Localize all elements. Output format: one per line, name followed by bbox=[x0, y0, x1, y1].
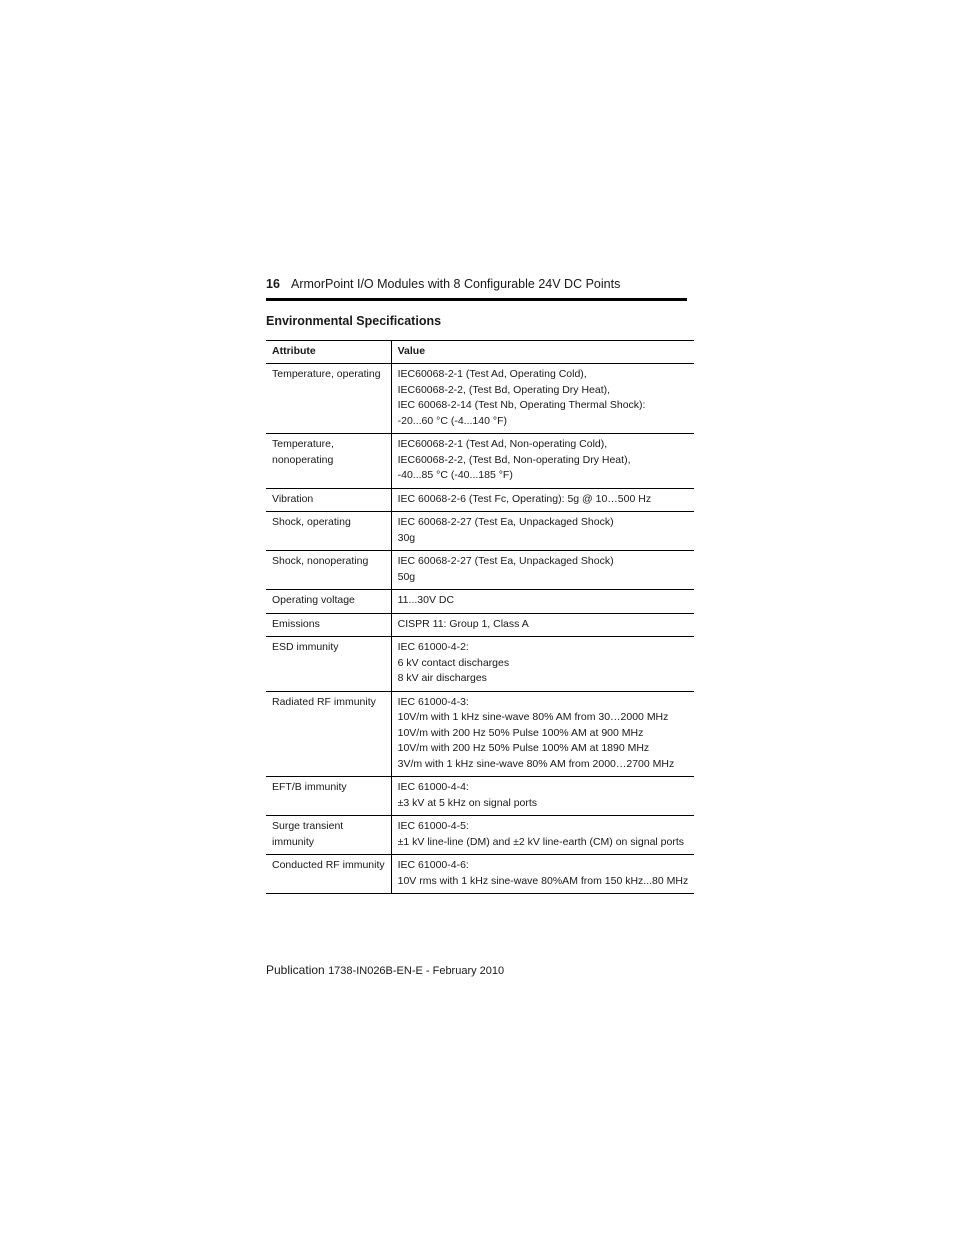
value-cell-line: IEC60068-2-1 (Test Ad, Non-operating Cold), bbox=[397, 438, 608, 450]
value-cell-line: 10V rms with 1 kHz sine-wave 80%AM from 150 kHz...80 MHz bbox=[397, 874, 689, 887]
attribute-cell-line: EFT/B immunity bbox=[272, 781, 347, 793]
value-cell bbox=[391, 488, 694, 512]
value-cell-line: 10V/m with 200 Hz 50% Pulse 100% AM at 1890 MHz bbox=[397, 742, 650, 754]
value-cell-line: IEC 61000-4-6: bbox=[397, 859, 469, 871]
table-row bbox=[266, 590, 694, 614]
attribute-cell-line: ESD immunity bbox=[272, 641, 339, 653]
value-cell-line: IEC 61000-4-3: bbox=[397, 695, 469, 708]
attribute-cell-line: Emissions bbox=[272, 617, 320, 630]
value-cell-line: CISPR 11: Group 1, Class A bbox=[397, 617, 529, 630]
attribute-cell bbox=[266, 855, 391, 894]
value-cell bbox=[391, 777, 694, 816]
page-number: 16 bbox=[266, 277, 280, 291]
value-cell bbox=[391, 691, 694, 777]
value-cell-line: IEC 60068-2-6 (Test Fc, Operating): 5g @ 10…500 Hz bbox=[397, 492, 652, 505]
value-cell bbox=[391, 551, 694, 590]
attribute-cell-line: immunity bbox=[272, 835, 315, 848]
attribute-cell bbox=[266, 488, 391, 512]
table-row bbox=[266, 512, 694, 551]
value-cell-line: IEC 60068-2-14 (Test Nb, Operating Thermal Shock): bbox=[397, 399, 646, 411]
value-cell-line: IEC 61000-4-2: bbox=[397, 641, 469, 653]
header-rule bbox=[266, 298, 687, 301]
value-cell-line: IEC60068-2-1 (Test Ad, Operating Cold), bbox=[397, 368, 587, 380]
value-cell-line: 10V/m with 200 Hz 50% Pulse 100% AM at 900 MHz bbox=[397, 726, 644, 739]
attribute-cell-line: Conducted RF immunity bbox=[272, 859, 385, 871]
attribute-cell bbox=[266, 816, 391, 855]
table-row bbox=[266, 613, 694, 637]
attribute-cell-line: Vibration bbox=[272, 492, 314, 505]
column-header-attribute: Attribute bbox=[266, 341, 391, 364]
table-row bbox=[266, 637, 694, 692]
table-row bbox=[266, 777, 694, 816]
table-row bbox=[266, 855, 694, 894]
value-cell bbox=[391, 816, 694, 855]
table-row bbox=[266, 434, 694, 489]
value-cell-line: IEC60068-2-2, (Test Bd, Non-operating Dry Heat), bbox=[397, 453, 631, 466]
attribute-cell-line: Shock, operating bbox=[272, 516, 351, 528]
value-cell-line: 11...30V DC bbox=[397, 594, 455, 606]
attribute-cell-line: Temperature, bbox=[272, 438, 334, 450]
value-cell-line: IEC 61000-4-4: bbox=[397, 781, 469, 793]
environmental-specifications-table bbox=[266, 340, 694, 894]
table-header-row bbox=[266, 341, 694, 364]
table-row bbox=[266, 488, 694, 512]
value-cell bbox=[391, 590, 694, 614]
value-cell-line: 8 kV air discharges bbox=[397, 672, 487, 684]
value-cell-line: -20...60 °C (-4...140 °F) bbox=[397, 414, 507, 427]
attribute-cell bbox=[266, 777, 391, 816]
header-title: ArmorPoint I/O Modules with 8 Configurable 24V DC Points bbox=[291, 277, 621, 291]
attribute-cell bbox=[266, 613, 391, 637]
table-row bbox=[266, 691, 694, 777]
footer-label: Publication bbox=[266, 963, 325, 977]
value-cell-line: -40...85 °C (-40...185 °F) bbox=[397, 469, 513, 481]
value-cell-line: IEC60068-2-2, (Test Bd, Operating Dry Heat), bbox=[397, 383, 611, 396]
attribute-cell bbox=[266, 551, 391, 590]
column-header-value: Value bbox=[391, 341, 694, 364]
value-cell-line: 3V/m with 1 kHz sine-wave 80% AM from 2000…2700 MHz bbox=[397, 757, 675, 770]
attribute-cell-line: Operating voltage bbox=[272, 594, 355, 606]
page-header bbox=[266, 274, 687, 294]
attribute-cell bbox=[266, 434, 391, 489]
attribute-cell bbox=[266, 590, 391, 614]
table-row bbox=[266, 364, 694, 434]
value-cell-line: ±3 kV at 5 kHz on signal ports bbox=[397, 796, 538, 809]
value-cell-line: ±1 kV line-line (DM) and ±2 kV line-earth (CM) on signal ports bbox=[397, 835, 685, 848]
value-cell bbox=[391, 512, 694, 551]
value-cell-line: IEC 60068-2-27 (Test Ea, Unpackaged Shock) bbox=[397, 516, 614, 528]
value-cell bbox=[391, 637, 694, 692]
attribute-cell-line: Radiated RF immunity bbox=[272, 695, 376, 708]
page-footer bbox=[266, 961, 504, 980]
value-cell bbox=[391, 613, 694, 637]
publication-number: 1738-IN026B-EN-E - February 2010 bbox=[328, 965, 505, 977]
attribute-cell-line: Surge transient bbox=[272, 820, 344, 832]
value-cell bbox=[391, 364, 694, 434]
attribute-cell-line: Temperature, operating bbox=[272, 368, 381, 380]
value-cell-line: 50g bbox=[397, 570, 416, 583]
attribute-cell bbox=[266, 691, 391, 777]
attribute-cell bbox=[266, 512, 391, 551]
table-body bbox=[266, 364, 694, 894]
table-row bbox=[266, 551, 694, 590]
attribute-cell bbox=[266, 637, 391, 692]
value-cell-line: 6 kV contact discharges bbox=[397, 656, 510, 669]
section-title: Environmental Specifications bbox=[266, 314, 442, 328]
value-cell-line: 30g bbox=[397, 531, 416, 544]
attribute-cell-line: nonoperating bbox=[272, 453, 334, 466]
value-cell bbox=[391, 434, 694, 489]
attribute-cell bbox=[266, 364, 391, 434]
table-row bbox=[266, 816, 694, 855]
value-cell-line: 10V/m with 1 kHz sine-wave 80% AM from 30…2000 MHz bbox=[397, 711, 669, 723]
value-cell-line: IEC 61000-4-5: bbox=[397, 820, 469, 832]
attribute-cell-line: Shock, nonoperating bbox=[272, 555, 369, 567]
value-cell bbox=[391, 855, 694, 894]
value-cell-line: IEC 60068-2-27 (Test Ea, Unpackaged Shock) bbox=[397, 555, 614, 567]
